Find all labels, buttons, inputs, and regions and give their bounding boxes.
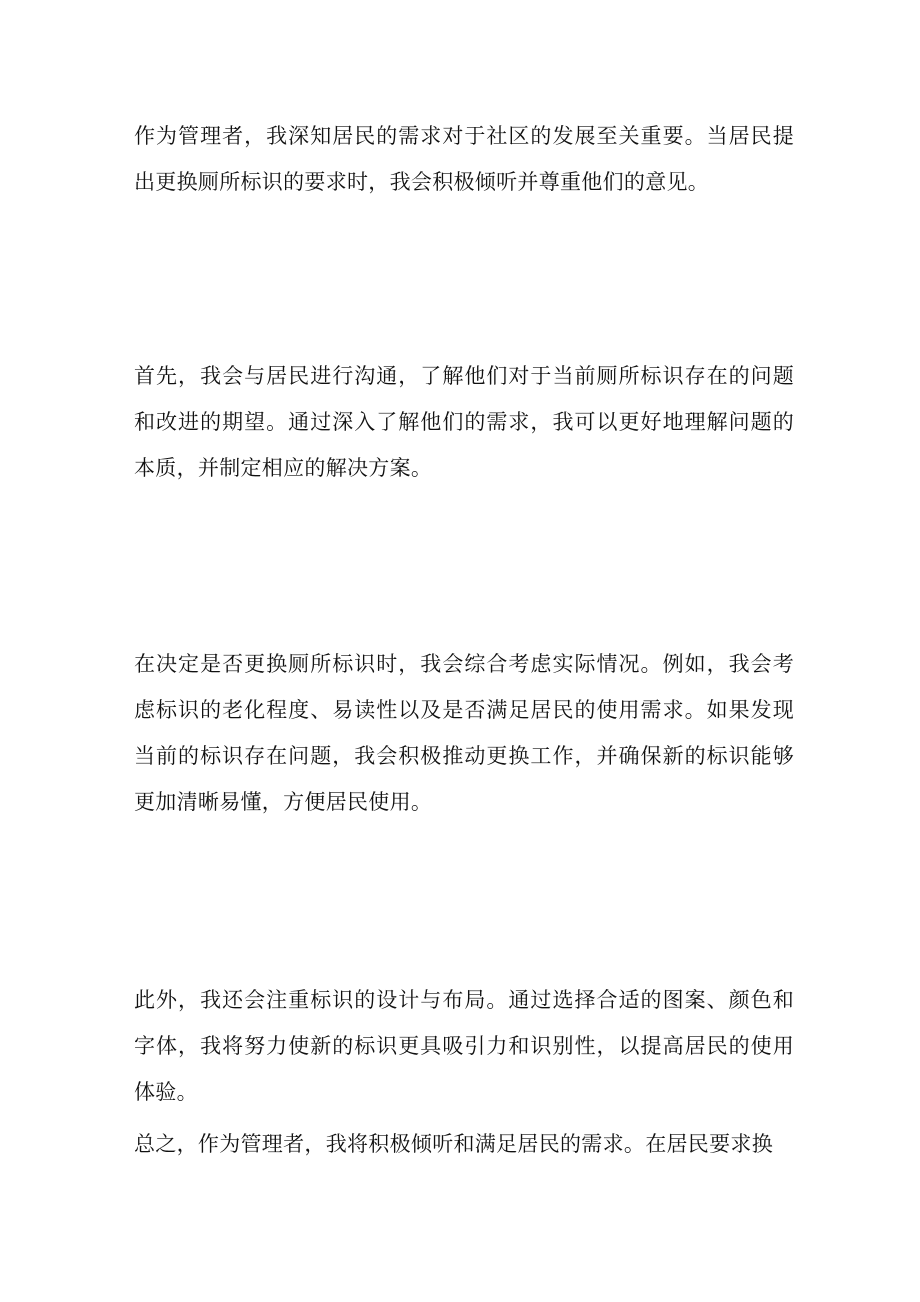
- paragraph-decision: 在决定是否更换厕所标识时，我会综合考虑实际情况。例如，我会考虑标识的老化程度、易读性以及是否满足居民的使用需求。如果发现当前的标识存在问题，我会积极推动更换工作，并确保新的标识能够更加清晰易懂，方便居民使用。: [134, 652, 794, 814]
- paragraph-design: 此外，我还会注重标识的设计与布局。通过选择合适的图案、颜色和字体，我将努力使新的标识更具吸引力和识别性，以提高居民的使用体验。: [134, 988, 794, 1104]
- paragraph-intro: 作为管理者，我深知居民的需求对于社区的发展至关重要。当居民提出更换厕所标识的要求时，我会积极倾听并尊重他们的意见。: [134, 124, 794, 194]
- paragraph-communication: 首先，我会与居民进行沟通，了解他们对于当前厕所标识存在的问题和改进的期望。通过深入了解他们的需求，我可以更好地理解问题的本质，并制定相应的解决方案。: [134, 364, 794, 480]
- paragraph-conclusion: 总之，作为管理者，我将积极倾听和满足居民的需求。在居民要求换: [134, 1132, 773, 1156]
